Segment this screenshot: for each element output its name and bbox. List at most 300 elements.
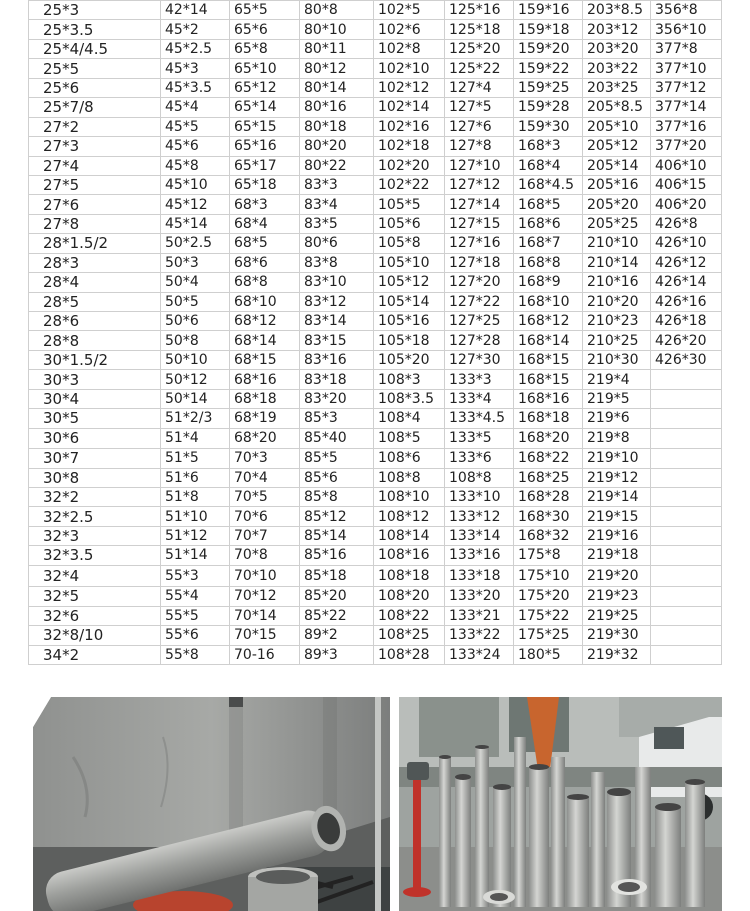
table-cell <box>651 409 722 428</box>
table-row <box>29 428 722 448</box>
table-cell: 108*5 <box>374 428 445 448</box>
table-row <box>29 487 722 506</box>
table-cell: 203*8.5 <box>583 1 651 20</box>
table-cell: 133*4 <box>445 389 514 408</box>
table-cell: 80*16 <box>300 98 374 117</box>
table-cell: 108*8 <box>374 468 445 487</box>
table-cell: 32*2 <box>29 487 161 506</box>
table-cell: 68*12 <box>230 312 300 331</box>
table-cell: 219*8 <box>583 428 651 448</box>
table-cell: 168*15 <box>514 350 583 369</box>
table-cell: 133*3 <box>445 370 514 389</box>
table-cell <box>651 428 722 448</box>
table-cell: 27*8 <box>29 214 161 233</box>
table-row <box>29 645 722 665</box>
table-row <box>29 253 722 272</box>
table-row <box>29 20 722 39</box>
table-cell: 85*8 <box>300 487 374 506</box>
table-cell: 32*3.5 <box>29 546 161 565</box>
table-cell: 83*15 <box>300 331 374 350</box>
table-cell: 85*22 <box>300 606 374 625</box>
table-cell: 50*2.5 <box>161 234 230 253</box>
table-cell: 45*8 <box>161 156 230 175</box>
table-cell: 175*8 <box>514 546 583 565</box>
table-cell: 83*3 <box>300 175 374 194</box>
pipe-size-table <box>28 0 722 665</box>
table-cell: 65*12 <box>230 78 300 97</box>
table-cell: 203*25 <box>583 78 651 97</box>
table-cell: 34*2 <box>29 645 161 665</box>
table-cell: 219*32 <box>583 645 651 665</box>
table-cell: 127*4 <box>445 78 514 97</box>
table-row <box>29 1 722 20</box>
table-cell <box>651 449 722 468</box>
table-cell: 105*6 <box>374 214 445 233</box>
table-cell: 219*14 <box>583 487 651 506</box>
table-cell: 426*8 <box>651 214 722 233</box>
table-cell: 127*14 <box>445 195 514 214</box>
table-cell: 210*14 <box>583 253 651 272</box>
table-cell: 180*5 <box>514 645 583 665</box>
table-cell: 27*5 <box>29 175 161 194</box>
table-cell: 108*28 <box>374 645 445 665</box>
table-cell: 32*2.5 <box>29 507 161 526</box>
table-cell: 51*14 <box>161 546 230 565</box>
table-cell: 210*23 <box>583 312 651 331</box>
table-cell: 168*4 <box>514 156 583 175</box>
table-cell: 70*5 <box>230 487 300 506</box>
table-cell: 55*4 <box>161 587 230 606</box>
table-body <box>29 1 722 665</box>
table-cell: 168*6 <box>514 214 583 233</box>
table-cell: 25*3 <box>29 1 161 20</box>
table-cell: 108*18 <box>374 565 445 586</box>
table-row <box>29 312 722 331</box>
table-cell: 55*3 <box>161 565 230 586</box>
table-row <box>29 273 722 292</box>
table-cell: 55*6 <box>161 626 230 645</box>
table-cell: 83*18 <box>300 370 374 389</box>
table-cell: 108*8 <box>445 468 514 487</box>
table-cell: 85*3 <box>300 409 374 428</box>
table-cell: 83*16 <box>300 350 374 369</box>
table-cell: 108*3 <box>374 370 445 389</box>
table-row <box>29 350 722 369</box>
table-cell: 83*5 <box>300 214 374 233</box>
table-cell: 85*5 <box>300 449 374 468</box>
table-cell: 68*4 <box>230 214 300 233</box>
table-row <box>29 175 722 194</box>
table-cell: 80*6 <box>300 234 374 253</box>
table-cell: 108*16 <box>374 546 445 565</box>
table-cell <box>651 645 722 665</box>
table-cell: 27*4 <box>29 156 161 175</box>
table-row <box>29 78 722 97</box>
table-row <box>29 565 722 586</box>
table-cell: 102*5 <box>374 1 445 20</box>
table-cell: 51*4 <box>161 428 230 448</box>
table-cell: 85*12 <box>300 507 374 526</box>
table-cell: 175*20 <box>514 587 583 606</box>
table-cell: 168*32 <box>514 526 583 545</box>
table-cell: 68*8 <box>230 273 300 292</box>
table-cell <box>651 468 722 487</box>
table-cell: 377*14 <box>651 98 722 117</box>
table-cell: 102*20 <box>374 156 445 175</box>
table-cell: 28*6 <box>29 312 161 331</box>
table-cell: 219*16 <box>583 526 651 545</box>
table-cell <box>651 546 722 565</box>
table-cell: 70*14 <box>230 606 300 625</box>
table-cell: 168*10 <box>514 292 583 311</box>
table-cell: 45*12 <box>161 195 230 214</box>
table-cell: 32*6 <box>29 606 161 625</box>
table-row <box>29 156 722 175</box>
table-cell: 426*12 <box>651 253 722 272</box>
table-cell: 42*14 <box>161 1 230 20</box>
table-cell: 105*8 <box>374 234 445 253</box>
table-cell: 105*18 <box>374 331 445 350</box>
table-cell: 168*14 <box>514 331 583 350</box>
table-cell: 102*16 <box>374 117 445 136</box>
table-cell: 70*10 <box>230 565 300 586</box>
table-cell: 65*8 <box>230 39 300 58</box>
table-cell: 45*2 <box>161 20 230 39</box>
table-cell: 30*5 <box>29 409 161 428</box>
table-cell: 377*10 <box>651 59 722 78</box>
table-cell: 32*8/10 <box>29 626 161 645</box>
table-cell: 168*12 <box>514 312 583 331</box>
table-cell: 108*10 <box>374 487 445 506</box>
table-cell: 105*5 <box>374 195 445 214</box>
table-cell: 65*10 <box>230 59 300 78</box>
table-cell: 68*20 <box>230 428 300 448</box>
table-cell: 219*25 <box>583 606 651 625</box>
table-cell: 102*10 <box>374 59 445 78</box>
table-cell: 205*10 <box>583 117 651 136</box>
table-cell: 83*8 <box>300 253 374 272</box>
table-cell: 205*16 <box>583 175 651 194</box>
table-cell: 51*5 <box>161 449 230 468</box>
table-cell: 85*6 <box>300 468 374 487</box>
table-row <box>29 370 722 389</box>
table-cell: 27*2 <box>29 117 161 136</box>
table-cell: 133*10 <box>445 487 514 506</box>
table-cell: 80*12 <box>300 59 374 78</box>
table-cell: 159*30 <box>514 117 583 136</box>
table-cell: 68*18 <box>230 389 300 408</box>
table-cell: 168*3 <box>514 137 583 156</box>
table-cell: 108*14 <box>374 526 445 545</box>
table-cell: 50*10 <box>161 350 230 369</box>
table-cell: 210*30 <box>583 350 651 369</box>
table-cell: 377*16 <box>651 117 722 136</box>
table-cell <box>651 507 722 526</box>
table-cell: 70*4 <box>230 468 300 487</box>
table-cell: 68*16 <box>230 370 300 389</box>
table-cell: 168*9 <box>514 273 583 292</box>
table-cell: 32*4 <box>29 565 161 586</box>
table-cell: 219*18 <box>583 546 651 565</box>
table-cell: 356*8 <box>651 1 722 20</box>
table-cell: 133*20 <box>445 587 514 606</box>
table-cell: 133*18 <box>445 565 514 586</box>
table-cell: 27*6 <box>29 195 161 214</box>
table-cell: 50*5 <box>161 292 230 311</box>
table-cell <box>651 389 722 408</box>
table-cell: 50*6 <box>161 312 230 331</box>
table-cell: 168*15 <box>514 370 583 389</box>
table-cell: 55*5 <box>161 606 230 625</box>
table-row <box>29 117 722 136</box>
table-cell: 105*14 <box>374 292 445 311</box>
table-cell: 83*10 <box>300 273 374 292</box>
table-cell: 168*20 <box>514 428 583 448</box>
table-cell: 168*4.5 <box>514 175 583 194</box>
table-cell: 133*22 <box>445 626 514 645</box>
table-cell: 426*18 <box>651 312 722 331</box>
table-cell: 175*22 <box>514 606 583 625</box>
table-cell: 65*5 <box>230 1 300 20</box>
table-cell: 108*4 <box>374 409 445 428</box>
table-cell: 25*4/4.5 <box>29 39 161 58</box>
table-cell: 65*14 <box>230 98 300 117</box>
table-cell: 159*16 <box>514 1 583 20</box>
table-cell: 175*25 <box>514 626 583 645</box>
table-cell: 127*20 <box>445 273 514 292</box>
table-cell: 30*3 <box>29 370 161 389</box>
table-row <box>29 292 722 311</box>
table-cell: 127*15 <box>445 214 514 233</box>
table-cell: 108*6 <box>374 449 445 468</box>
table-cell: 125*16 <box>445 1 514 20</box>
table-cell: 203*12 <box>583 20 651 39</box>
table-cell: 105*12 <box>374 273 445 292</box>
table-cell: 133*24 <box>445 645 514 665</box>
table-cell: 68*14 <box>230 331 300 350</box>
table-cell: 83*14 <box>300 312 374 331</box>
table-cell: 377*20 <box>651 137 722 156</box>
table-cell: 210*25 <box>583 331 651 350</box>
table-cell: 83*4 <box>300 195 374 214</box>
table-cell: 356*10 <box>651 20 722 39</box>
table-cell: 70*8 <box>230 546 300 565</box>
table-cell: 406*20 <box>651 195 722 214</box>
table-cell: 45*14 <box>161 214 230 233</box>
table-cell: 70*7 <box>230 526 300 545</box>
table-cell: 105*10 <box>374 253 445 272</box>
table-cell <box>651 526 722 545</box>
table-cell: 28*4 <box>29 273 161 292</box>
table-row <box>29 587 722 606</box>
table-cell: 70*12 <box>230 587 300 606</box>
table-row <box>29 98 722 117</box>
table-cell: 85*14 <box>300 526 374 545</box>
table-cell <box>651 587 722 606</box>
table-cell: 30*7 <box>29 449 161 468</box>
table-row <box>29 234 722 253</box>
table-cell: 25*5 <box>29 59 161 78</box>
table-cell: 25*6 <box>29 78 161 97</box>
table-cell: 127*6 <box>445 117 514 136</box>
table-cell: 219*6 <box>583 409 651 428</box>
table-row <box>29 626 722 645</box>
table-cell: 28*8 <box>29 331 161 350</box>
table-cell: 102*12 <box>374 78 445 97</box>
table-cell: 89*2 <box>300 626 374 645</box>
table-cell: 127*18 <box>445 253 514 272</box>
table-cell: 168*25 <box>514 468 583 487</box>
table-cell: 219*5 <box>583 389 651 408</box>
table-cell: 105*16 <box>374 312 445 331</box>
table-cell: 133*16 <box>445 546 514 565</box>
table-cell: 219*10 <box>583 449 651 468</box>
table-cell: 219*4 <box>583 370 651 389</box>
table-row <box>29 409 722 428</box>
table-cell: 133*6 <box>445 449 514 468</box>
table-cell: 25*7/8 <box>29 98 161 117</box>
table-cell: 205*8.5 <box>583 98 651 117</box>
table-cell: 205*25 <box>583 214 651 233</box>
table-cell: 133*5 <box>445 428 514 448</box>
table-cell: 102*22 <box>374 175 445 194</box>
table-cell: 85*20 <box>300 587 374 606</box>
table-cell: 51*12 <box>161 526 230 545</box>
table-cell: 168*16 <box>514 389 583 408</box>
table-cell: 406*10 <box>651 156 722 175</box>
pipe-closeup-photo <box>33 697 390 911</box>
table-row <box>29 526 722 545</box>
table-row <box>29 449 722 468</box>
table-cell: 168*28 <box>514 487 583 506</box>
table-cell: 426*14 <box>651 273 722 292</box>
table-cell: 406*15 <box>651 175 722 194</box>
table-cell: 205*14 <box>583 156 651 175</box>
table-cell: 168*5 <box>514 195 583 214</box>
table-cell: 68*10 <box>230 292 300 311</box>
pipe-yard-photo <box>399 697 722 911</box>
table-cell: 205*20 <box>583 195 651 214</box>
table-cell: 210*20 <box>583 292 651 311</box>
table-cell: 30*8 <box>29 468 161 487</box>
table-cell: 127*10 <box>445 156 514 175</box>
table-cell: 25*3.5 <box>29 20 161 39</box>
table-cell: 205*12 <box>583 137 651 156</box>
table-cell: 50*12 <box>161 370 230 389</box>
table-cell: 426*30 <box>651 350 722 369</box>
table-cell: 51*8 <box>161 487 230 506</box>
table-cell: 65*16 <box>230 137 300 156</box>
table-cell: 28*5 <box>29 292 161 311</box>
table-cell: 102*6 <box>374 20 445 39</box>
table-cell: 45*3.5 <box>161 78 230 97</box>
table-cell: 32*3 <box>29 526 161 545</box>
table-row <box>29 195 722 214</box>
table-cell: 108*22 <box>374 606 445 625</box>
table-cell: 219*12 <box>583 468 651 487</box>
table-cell: 219*30 <box>583 626 651 645</box>
table-cell: 50*4 <box>161 273 230 292</box>
table-cell: 83*12 <box>300 292 374 311</box>
table-cell: 159*18 <box>514 20 583 39</box>
table-cell: 127*28 <box>445 331 514 350</box>
table-cell: 108*20 <box>374 587 445 606</box>
table-cell: 68*6 <box>230 253 300 272</box>
table-cell: 27*3 <box>29 137 161 156</box>
table-cell: 426*20 <box>651 331 722 350</box>
table-cell: 50*14 <box>161 389 230 408</box>
table-cell: 85*16 <box>300 546 374 565</box>
table-cell: 30*1.5/2 <box>29 350 161 369</box>
table-cell: 219*15 <box>583 507 651 526</box>
table-cell: 65*18 <box>230 175 300 194</box>
table-cell: 159*20 <box>514 39 583 58</box>
table-row <box>29 468 722 487</box>
table-cell: 203*22 <box>583 59 651 78</box>
table-cell: 80*18 <box>300 117 374 136</box>
table-cell: 65*17 <box>230 156 300 175</box>
table-cell: 28*1.5/2 <box>29 234 161 253</box>
table-cell: 108*3.5 <box>374 389 445 408</box>
table-cell: 70*3 <box>230 449 300 468</box>
table-cell: 210*16 <box>583 273 651 292</box>
table-cell: 55*8 <box>161 645 230 665</box>
table-cell: 50*3 <box>161 253 230 272</box>
table-cell: 45*4 <box>161 98 230 117</box>
table-cell: 85*18 <box>300 565 374 586</box>
table-cell: 127*25 <box>445 312 514 331</box>
table-cell: 133*14 <box>445 526 514 545</box>
table-cell: 377*12 <box>651 78 722 97</box>
table-cell: 175*10 <box>514 565 583 586</box>
table-cell: 85*40 <box>300 428 374 448</box>
table-cell: 70-16 <box>230 645 300 665</box>
table-cell: 168*7 <box>514 234 583 253</box>
table-cell: 68*15 <box>230 350 300 369</box>
table-cell: 127*5 <box>445 98 514 117</box>
table-cell: 168*30 <box>514 507 583 526</box>
table-cell: 127*30 <box>445 350 514 369</box>
table-row <box>29 137 722 156</box>
table-cell: 159*22 <box>514 59 583 78</box>
table-cell: 45*6 <box>161 137 230 156</box>
table-cell: 105*20 <box>374 350 445 369</box>
table-cell: 127*8 <box>445 137 514 156</box>
table-cell: 45*5 <box>161 117 230 136</box>
table-cell: 83*20 <box>300 389 374 408</box>
table-cell: 133*12 <box>445 507 514 526</box>
table-cell <box>651 626 722 645</box>
table-cell: 210*10 <box>583 234 651 253</box>
table-cell: 70*15 <box>230 626 300 645</box>
table-cell: 28*3 <box>29 253 161 272</box>
table-cell <box>651 487 722 506</box>
table-cell: 30*4 <box>29 389 161 408</box>
table-cell: 51*6 <box>161 468 230 487</box>
table-cell: 426*10 <box>651 234 722 253</box>
table-cell: 203*20 <box>583 39 651 58</box>
table-cell: 68*5 <box>230 234 300 253</box>
table-cell <box>651 606 722 625</box>
table-row <box>29 331 722 350</box>
table-cell: 70*6 <box>230 507 300 526</box>
table-cell: 426*16 <box>651 292 722 311</box>
table-cell: 65*15 <box>230 117 300 136</box>
table-cell <box>651 565 722 586</box>
table-cell: 80*10 <box>300 20 374 39</box>
table-row <box>29 59 722 78</box>
table-row <box>29 606 722 625</box>
